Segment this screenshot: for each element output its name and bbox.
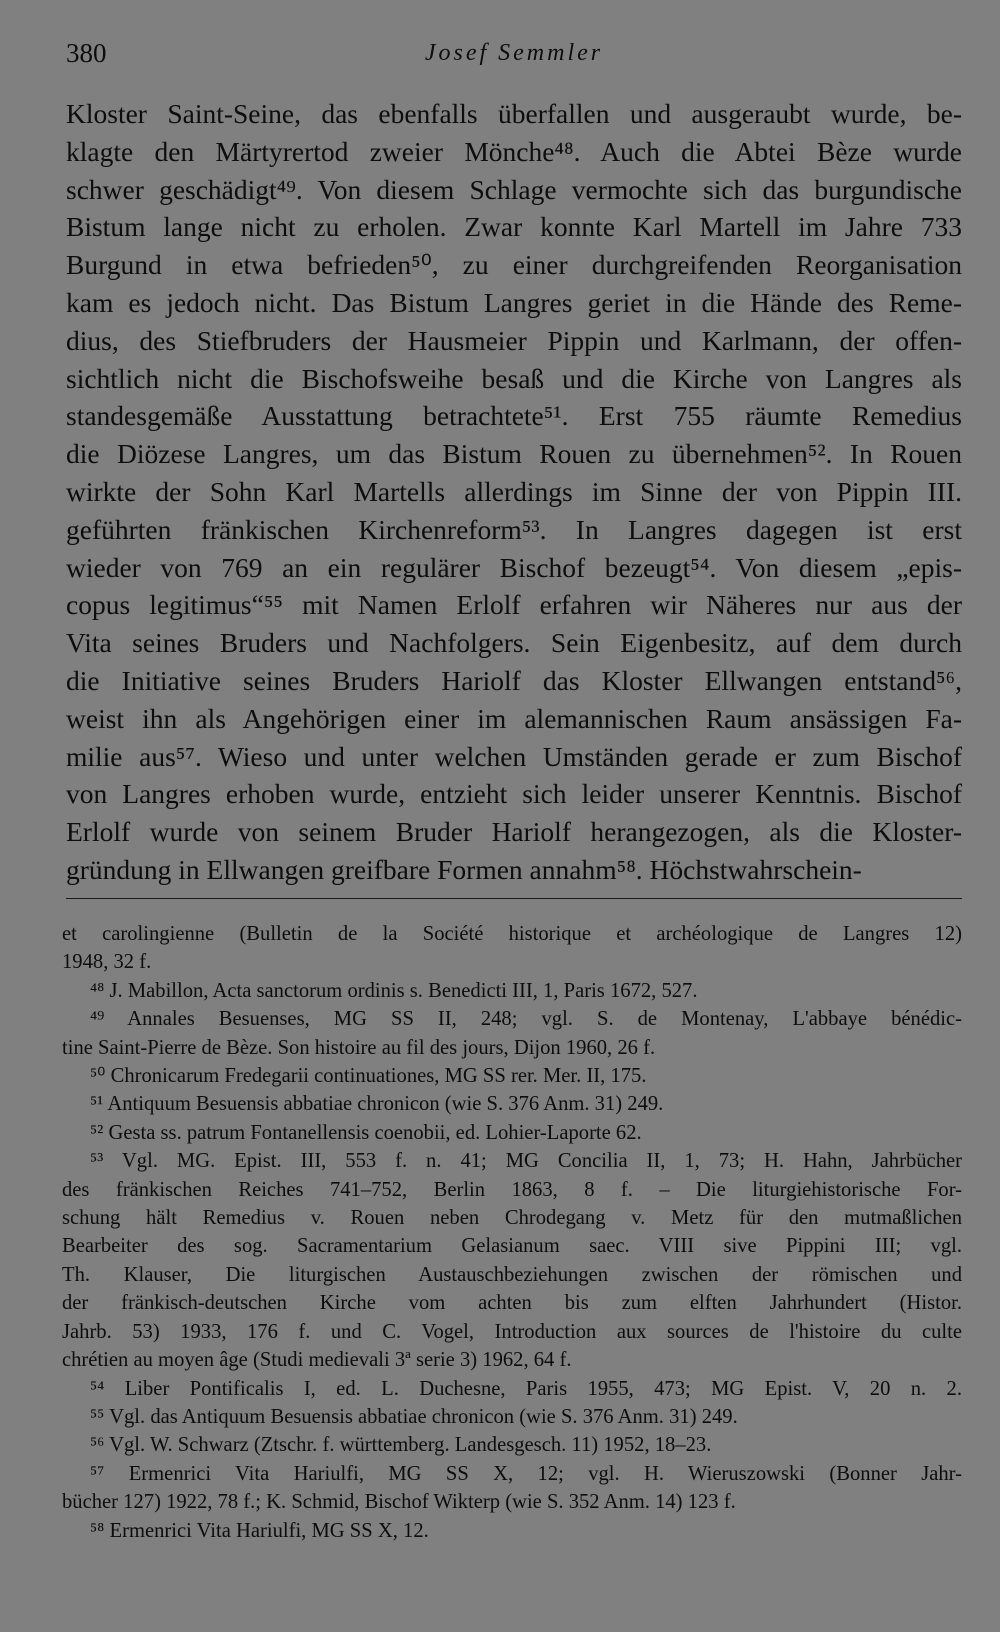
text-line: schwer geschädigt⁴⁹. Von diesem Schlage vermochte sich das burgundische	[66, 173, 962, 205]
footnote-line: ⁵² Gesta ss. patrum Fontanellensis coenobii, ed. Lohier-Laporte 62.	[90, 1121, 642, 1144]
text-line: die Diözese Langres, um das Bistum Rouen zu übernehmen⁵². In Rouen	[66, 438, 962, 470]
footnote-line: chrétien au moyen âge (Studi medievali 3ª serie 3) 1962, 64 f.	[62, 1349, 572, 1372]
text-line: Burgund in etwa befrieden⁵⁰, zu einer durchgreifenden Reorganisation	[66, 249, 962, 281]
footnote-line: 1948, 32 f.	[62, 951, 152, 974]
text-line: gründung in Ellwangen greifbare Formen annahm⁵⁸. Höchstwahrschein-	[66, 853, 862, 885]
footnote-line: Jahrb. 53) 1933, 176 f. und C. Vogel, Introduction aux sources de l'histoire du culte	[62, 1320, 962, 1343]
footnote-line: ⁴⁹ Annales Besuenses, MG SS II, 248; vgl. S. de Montenay, L'abbaye bénédic-	[90, 1008, 962, 1031]
footnote-line: ⁵⁰ Chronicarum Fredegarii continuationes, MG SS rer. Mer. II, 175.	[90, 1065, 647, 1088]
footnote-line: tine Saint-Pierre de Bèze. Son histoire au fil des jours, Dijon 1960, 26 f.	[62, 1036, 656, 1059]
footnote-line: Th. Klauser, Die liturgischen Austauschbeziehungen zwischen der römischen und	[62, 1263, 962, 1286]
text-line: von Langres erhoben wurde, entzieht sich leider unserer Kenntnis. Bischof	[66, 778, 962, 810]
footnote-line: ⁵⁸ Ermenrici Vita Hariulfi, MG SS X, 12.	[90, 1519, 429, 1542]
text-line: Erlolf wurde von seinem Bruder Hariolf herangezogen, als die Kloster-	[66, 816, 962, 848]
footnote-line: bücher 127) 1922, 78 f.; K. Schmid, Bischof Wikterp (wie S. 352 Anm. 14) 123 f.	[62, 1491, 736, 1514]
footnotes	[62, 920, 962, 1545]
page-number: 380	[66, 38, 107, 68]
text-line: weist ihn als Angehörigen einer im alemannischen Raum ansässigen Fa-	[66, 702, 962, 734]
footnote-line: et carolingienne (Bulletin de la Société historique et archéologique de Langres 12)	[62, 923, 962, 945]
footnote-line: schung hält Remedius v. Rouen neben Chrodegang v. Metz für den mutmaßlichen	[62, 1207, 962, 1230]
footnote-line: Bearbeiter des sog. Sacramentarium Gelasianum saec. VIII sive Pippini III; vgl.	[62, 1235, 962, 1258]
footnote-line: ⁵⁶ Vgl. W. Schwarz (Ztschr. f. württemberg. Landesgesch. 11) 1952, 18–23.	[90, 1434, 712, 1457]
main-text	[66, 95, 962, 889]
footnote-line: ⁴⁸ J. Mabillon, Acta sanctorum ordinis s. Benedicti III, 1, Paris 1672, 527.	[90, 979, 698, 1002]
footnote-line: der fränkisch-deutschen Kirche vom achten bis zum elften Jahrhundert (Histor.	[62, 1292, 962, 1315]
footnote-line: ⁵¹ Antiquum Besuensis abbatiae chronicon (wie S. 376 Anm. 31) 249.	[90, 1093, 664, 1116]
text-line: kam es jedoch nicht. Das Bistum Langres geriet in die Hände des Reme-	[66, 286, 962, 318]
text-line: standesgemäße Ausstattung betrachtete⁵¹. Erst 755 räumte Remedius	[66, 400, 962, 432]
footnote-line: ⁵³ Vgl. MG. Epist. III, 553 f. n. 41; MG Concilia II, 1, 73; H. Hahn, Jahrbücher	[90, 1150, 962, 1173]
running-head: Josef Semmler	[424, 40, 604, 66]
text-line: milie aus⁵⁷. Wieso und unter welchen Umständen gerade er zum Bischof	[66, 740, 962, 772]
text-line: Vita seines Bruders und Nachfolgers. Sein Eigenbesitz, auf dem durch	[66, 627, 962, 659]
page-header	[66, 38, 962, 72]
footnote-line: ⁵⁷ Ermenrici Vita Hariulfi, MG SS X, 12; vgl. H. Wieruszowski (Bonner Jahr-	[90, 1462, 962, 1485]
footnote-line: des fränkischen Reiches 741–752, Berlin 1863, 8 f. – Die liturgiehistorische For-	[62, 1178, 962, 1201]
text-line: sichtlich nicht die Bischofsweihe besaß und die Kirche von Langres als	[66, 362, 962, 394]
footnote-line: ⁵⁴ Liber Pontificalis I, ed. L. Duchesne, Paris 1955, 473; MG Epist. V, 20 n. 2.	[90, 1377, 962, 1400]
text-line: copus legitimus“⁵⁵ mit Namen Erlolf erfahren wir Näheres nur aus der	[66, 589, 962, 621]
text-line: dius, des Stiefbruders der Hausmeier Pippin und Karlmann, der offen-	[66, 324, 962, 356]
text-line: Bistum lange nicht zu erholen. Zwar konnte Karl Martell im Jahre 733	[66, 211, 962, 243]
footnote-line: ⁵⁵ Vgl. das Antiquum Besuensis abbatiae chronicon (wie S. 376 Anm. 31) 249.	[90, 1405, 738, 1428]
text-line: Kloster Saint-Seine, das ebenfalls überfallen und ausgeraubt wurde, be-	[66, 98, 962, 129]
text-line: wieder von 769 an ein regulärer Bischof bezeugt⁵⁴. Von diesem „epis-	[66, 551, 962, 583]
text-line: geführten fränkischen Kirchenreform⁵³. In Langres dagegen ist erst	[66, 513, 962, 545]
footnote-separator	[66, 898, 962, 899]
text-line: wirkte der Sohn Karl Martells allerdings im Sinne der von Pippin III.	[66, 475, 962, 507]
text-line: klagte den Märtyrertod zweier Mönche⁴⁸. Auch die Abtei Bèze wurde	[66, 135, 962, 167]
text-line: die Initiative seines Bruders Hariolf das Kloster Ellwangen entstand⁵⁶,	[66, 664, 962, 696]
